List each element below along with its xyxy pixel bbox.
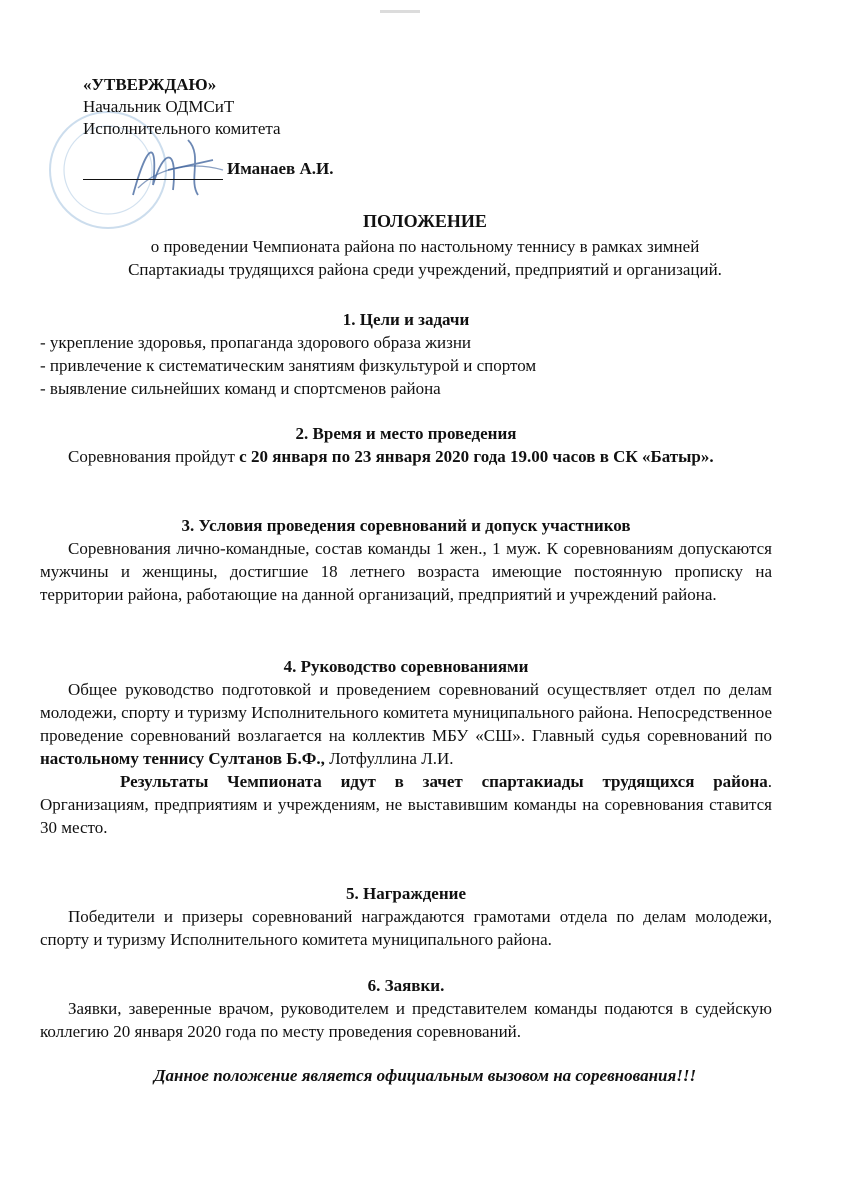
text-bold: Результаты Чемпионата идут в зачет спартакиады трудящихся района bbox=[120, 772, 768, 791]
text-bold: с 20 января по 23 января 2020 года 19.00 часов в СК «Батыр». bbox=[239, 447, 714, 466]
approval-position-2: Исполнительного комитета bbox=[83, 119, 281, 138]
approval-heading: «УТВЕРЖДАЮ» bbox=[83, 75, 217, 94]
section-management bbox=[40, 655, 772, 839]
document-heading bbox=[40, 210, 810, 281]
section-text: Соревнования лично-командные, состав команды 1 жен., 1 муж. К соревнованиям допускаются мужчины и женщины, достигшие 18 летнего возраста имеющие постоянную прописку на территории района, работающие на данной организаций, предприятий и учреждений района. bbox=[40, 539, 772, 604]
text-plain: Соревнования пройдут bbox=[68, 447, 240, 466]
signatory-name: Иманаев А.И. bbox=[227, 159, 334, 178]
scan-mark bbox=[380, 10, 420, 13]
section-applications bbox=[40, 974, 772, 1043]
section-heading: 5. Награждение bbox=[345, 884, 466, 903]
section-text: Победители и призеры соревнований награждаются грамотами отдела по делам молодежи, спорту и туризму Исполнительного комитета муниципального района. bbox=[40, 907, 772, 949]
section-text bbox=[40, 678, 772, 770]
signature-line bbox=[83, 158, 333, 180]
document-title: ПОЛОЖЕНИЕ bbox=[363, 211, 487, 231]
section-text: Заявки, заверенные врачом, руководителем и представителем команды подаются в судейскую коллегию 20 января 2020 года по месту проведения соревнований. bbox=[40, 999, 772, 1041]
text-bold: настольному теннису Султанов Б.Ф., bbox=[40, 749, 325, 768]
list-item: - привлечение к систематическим занятиям физкультурой и спортом bbox=[40, 356, 537, 375]
section-text bbox=[40, 445, 772, 468]
document-subtitle-2: Спартакиады трудящихся района среди учреждений, предприятий и организаций. bbox=[128, 260, 722, 279]
section-time-place bbox=[40, 422, 772, 468]
signature-blank bbox=[83, 161, 223, 180]
text-plain: . Организациям, предприятиям и учреждениям, не выставившим команды на соревнования ставится 30 место. bbox=[40, 772, 772, 837]
section-goals bbox=[40, 308, 772, 400]
results-paragraph bbox=[40, 770, 772, 839]
section-heading: 1. Цели и задачи bbox=[342, 310, 470, 329]
section-awards bbox=[40, 882, 772, 951]
closing-statement: Данное положение является официальным вызовом на соревнования!!! bbox=[153, 1066, 697, 1085]
text-plain: Общее руководство подготовкой и проведением соревнований осуществляет отдел по делам молодежи, спорту и туризму Исполнительного комитета муниципального района. Непосредственное проведение соревнований возлагается на коллектив МБУ «СШ». Главный судья соревнований по bbox=[40, 680, 773, 745]
approval-block bbox=[83, 74, 333, 180]
approval-position-1: Начальник ОДМСиТ bbox=[83, 97, 235, 116]
section-conditions bbox=[40, 514, 772, 606]
document-subtitle-1: о проведении Чемпионата района по настольному теннису в рамках зимней bbox=[150, 237, 700, 256]
section-heading: 3. Условия проведения соревнований и допуск участников bbox=[181, 516, 631, 535]
section-heading: 2. Время и место проведения bbox=[295, 424, 517, 443]
text-tail: Лотфуллина Л.И. bbox=[324, 749, 454, 768]
section-heading: 4. Руководство соревнованиями bbox=[283, 657, 529, 676]
list-item: - выявление сильнейших команд и спортсменов района bbox=[40, 379, 441, 398]
list-item: - укрепление здоровья, пропаганда здорового образа жизни bbox=[40, 333, 472, 352]
section-heading: 6. Заявки. bbox=[367, 976, 445, 995]
